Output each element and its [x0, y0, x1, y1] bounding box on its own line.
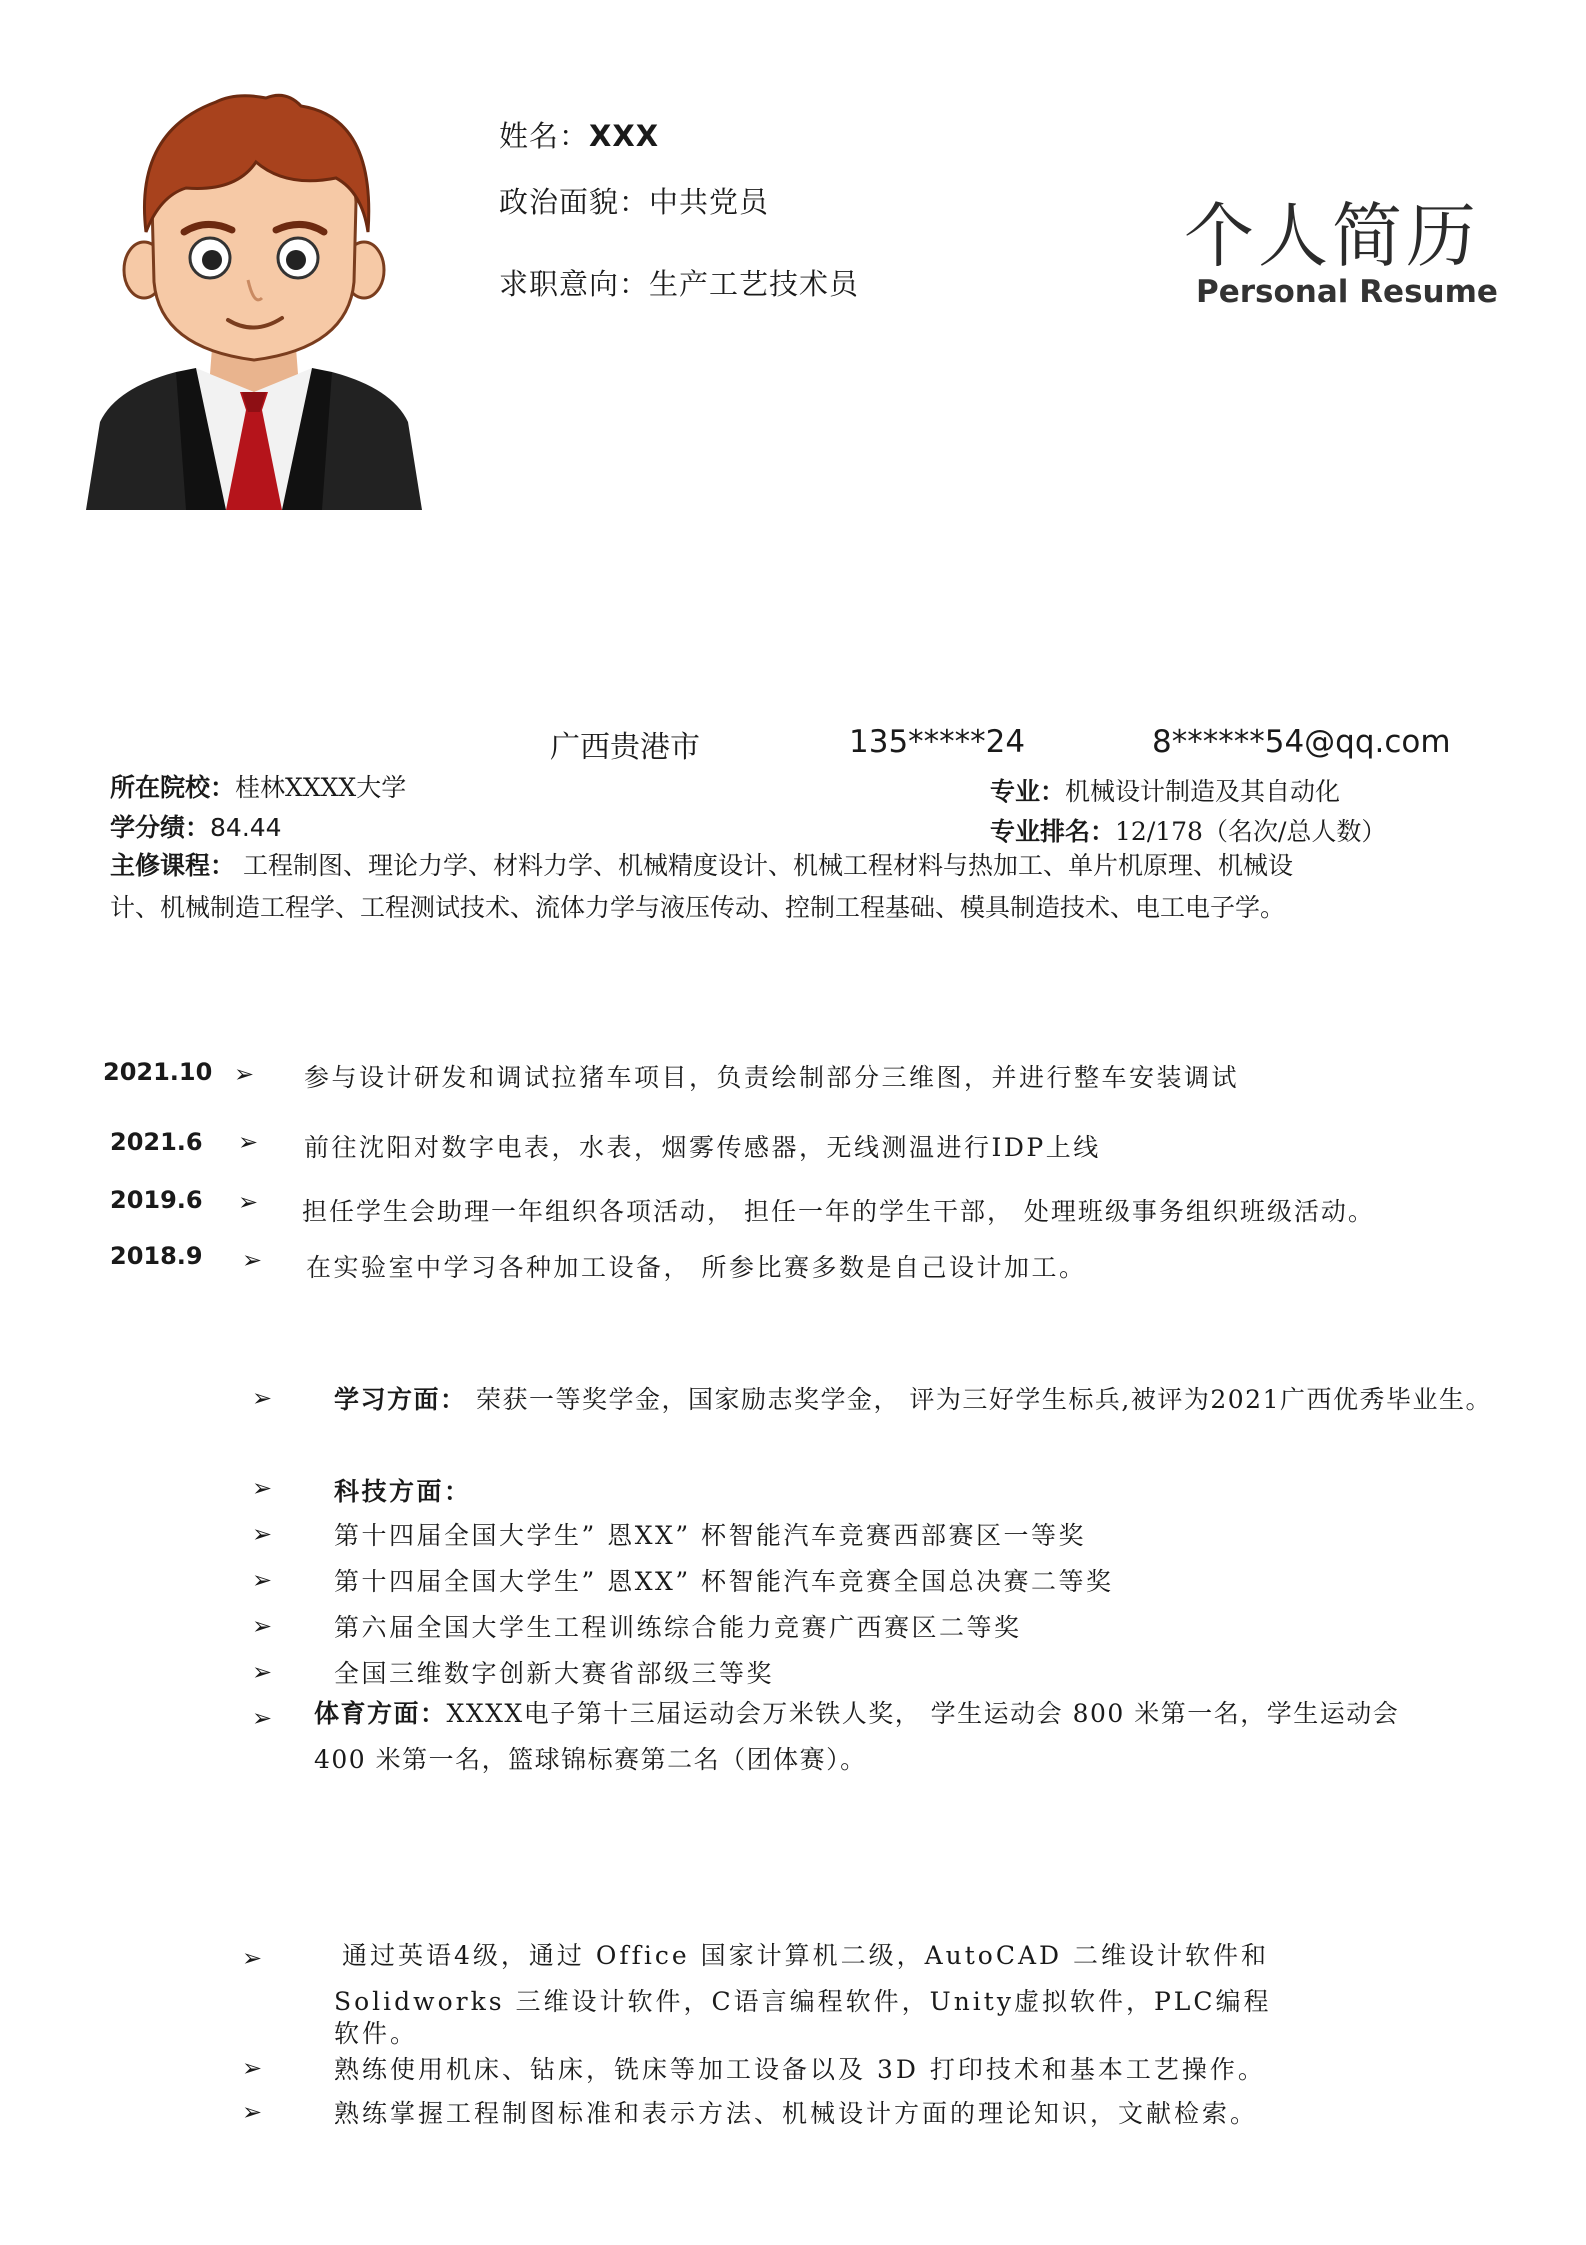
award-sports-line-2: 400 米第一名，篮球锦标赛第二名（团体赛）。	[314, 1745, 867, 1774]
contact-email: 8******54@qq.com	[1152, 724, 1451, 760]
avatar	[86, 92, 422, 510]
bullet-arrow-icon: ➢	[238, 1188, 259, 1216]
exp-date-2: 2021.6	[110, 1128, 203, 1156]
exp-text-3: 担任学生会助理一年组织各项活动， 担任一年的学生干部， 处理班级事务组织班级活动。	[302, 1197, 1375, 1226]
gpa-line	[110, 808, 282, 844]
courses-label: 主修课程：	[110, 851, 236, 880]
award-tech-item-3: 第六届全国大学生工程训练综合能力竞赛广西赛区二等奖	[334, 1613, 1022, 1642]
award-tech-item-4: 全国三维数字创新大赛省部级三等奖	[334, 1659, 775, 1688]
bullet-arrow-icon: ➢	[252, 1704, 273, 1732]
skill-1-line-2: Solidworks 三维设计软件，C语言编程软件，Unity虚拟软件，PLC编程	[334, 1987, 1272, 2016]
gpa-label: 学分绩：	[110, 813, 211, 842]
bullet-arrow-icon: ➢	[252, 1474, 273, 1502]
courses-line-1	[110, 846, 1293, 882]
exp-text-1: 参与设计研发和调试拉猪车项目，负责绘制部分三维图，并进行整车安装调试	[304, 1063, 1240, 1092]
award-tech-item-1: 第十四届全国大学生” 恩XX” 杯智能汽车竞赛西部赛区一等奖	[334, 1521, 1087, 1550]
job-intent-value: 生产工艺技术员	[649, 267, 860, 301]
skill-1-line-1: 通过英语4级，通过 Office 国家计算机二级，AutoCAD 二维设计软件和	[342, 1941, 1270, 1970]
school-value: 桂林XXXX大学	[235, 773, 407, 802]
person-avatar-icon	[86, 92, 422, 510]
rank-line	[990, 812, 1386, 848]
politics-value: 中共党员	[649, 185, 770, 219]
school-label: 所在院校：	[110, 773, 236, 802]
award-tech-item-2: 第十四届全国大学生” 恩XX” 杯智能汽车竞赛全国总决赛二等奖	[334, 1567, 1114, 1596]
major-line	[990, 772, 1340, 808]
major-value: 机械设计制造及其自动化	[1065, 777, 1341, 806]
bullet-arrow-icon: ➢	[252, 1658, 273, 1686]
bullet-arrow-icon: ➢	[252, 1566, 273, 1594]
exp-date-4: 2018.9	[110, 1242, 203, 1270]
courses-line-2: 计、机械制造工程学、工程测试技术、流体力学与液压传动、控制工程基础、模具制造技术、电工电子学。	[110, 893, 1286, 922]
gpa-value: 84.44	[210, 813, 282, 842]
resume-title-cn: 个人简历	[1184, 195, 1480, 277]
skill-2: 熟练使用机床、钻床，铣床等加工设备以及 3D 打印技术和基本工艺操作。	[334, 2055, 1266, 2084]
bullet-arrow-icon: ➢	[252, 1384, 273, 1412]
job-intent-line	[499, 262, 859, 303]
skill-1-line-3: 软件。	[334, 2019, 419, 2048]
job-intent-label: 求职意向：	[499, 267, 650, 301]
bullet-arrow-icon: ➢	[234, 1060, 255, 1088]
exp-date-3: 2019.6	[110, 1186, 203, 1214]
bullet-arrow-icon: ➢	[238, 1128, 259, 1156]
exp-text-4: 在实验室中学习各种加工设备， 所参比赛多数是自己设计加工。	[306, 1253, 1087, 1282]
award-study-line	[334, 1380, 1492, 1416]
award-sports-label: 体育方面：	[314, 1699, 447, 1728]
major-label: 专业：	[990, 777, 1066, 806]
courses-text-1: 工程制图、理论力学、材料力学、机械精度设计、机械工程材料与热加工、单片机原理、机械设	[235, 851, 1293, 880]
name-value: XXX	[589, 119, 660, 153]
award-study-label: 学习方面：	[334, 1385, 467, 1414]
award-sports-line-1	[314, 1694, 1399, 1730]
bullet-arrow-icon: ➢	[252, 1612, 273, 1640]
bullet-arrow-icon: ➢	[242, 2054, 263, 2082]
name-line	[499, 114, 659, 155]
politics-label: 政治面貌：	[499, 185, 650, 219]
resume-title-en: Personal Resume	[1196, 274, 1498, 310]
contact-phone: 135*****24	[849, 724, 1026, 760]
skill-3: 熟练掌握工程制图标准和表示方法、机械设计方面的理论知识，文献检索。	[334, 2099, 1259, 2128]
politics-line	[499, 180, 769, 221]
bullet-arrow-icon: ➢	[242, 1246, 263, 1274]
award-tech-label: 科技方面：	[334, 1477, 472, 1506]
bullet-arrow-icon: ➢	[252, 1520, 273, 1548]
award-sports-text-1: XXXX电子第十三届运动会万米铁人奖， 学生运动会 800 米第一名，学生运动会	[446, 1699, 1400, 1728]
exp-date-1: 2021.10	[103, 1058, 213, 1086]
contact-location: 广西贵港市	[550, 730, 700, 765]
rank-label: 专业排名：	[990, 817, 1116, 846]
name-label: 姓名：	[499, 119, 590, 153]
bullet-arrow-icon: ➢	[242, 2098, 263, 2126]
exp-text-2: 前往沈阳对数字电表，水表，烟雾传感器，无线测温进行IDP上线	[304, 1133, 1101, 1162]
school-line	[110, 768, 406, 804]
rank-value: 12/178（名次/总人数）	[1115, 817, 1387, 846]
bullet-arrow-icon: ➢	[242, 1944, 263, 1972]
award-study-text: 荣获一等奖学金，国家励志奖学金， 评为三好学生标兵,被评为2021广西优秀毕业生。	[466, 1385, 1492, 1414]
